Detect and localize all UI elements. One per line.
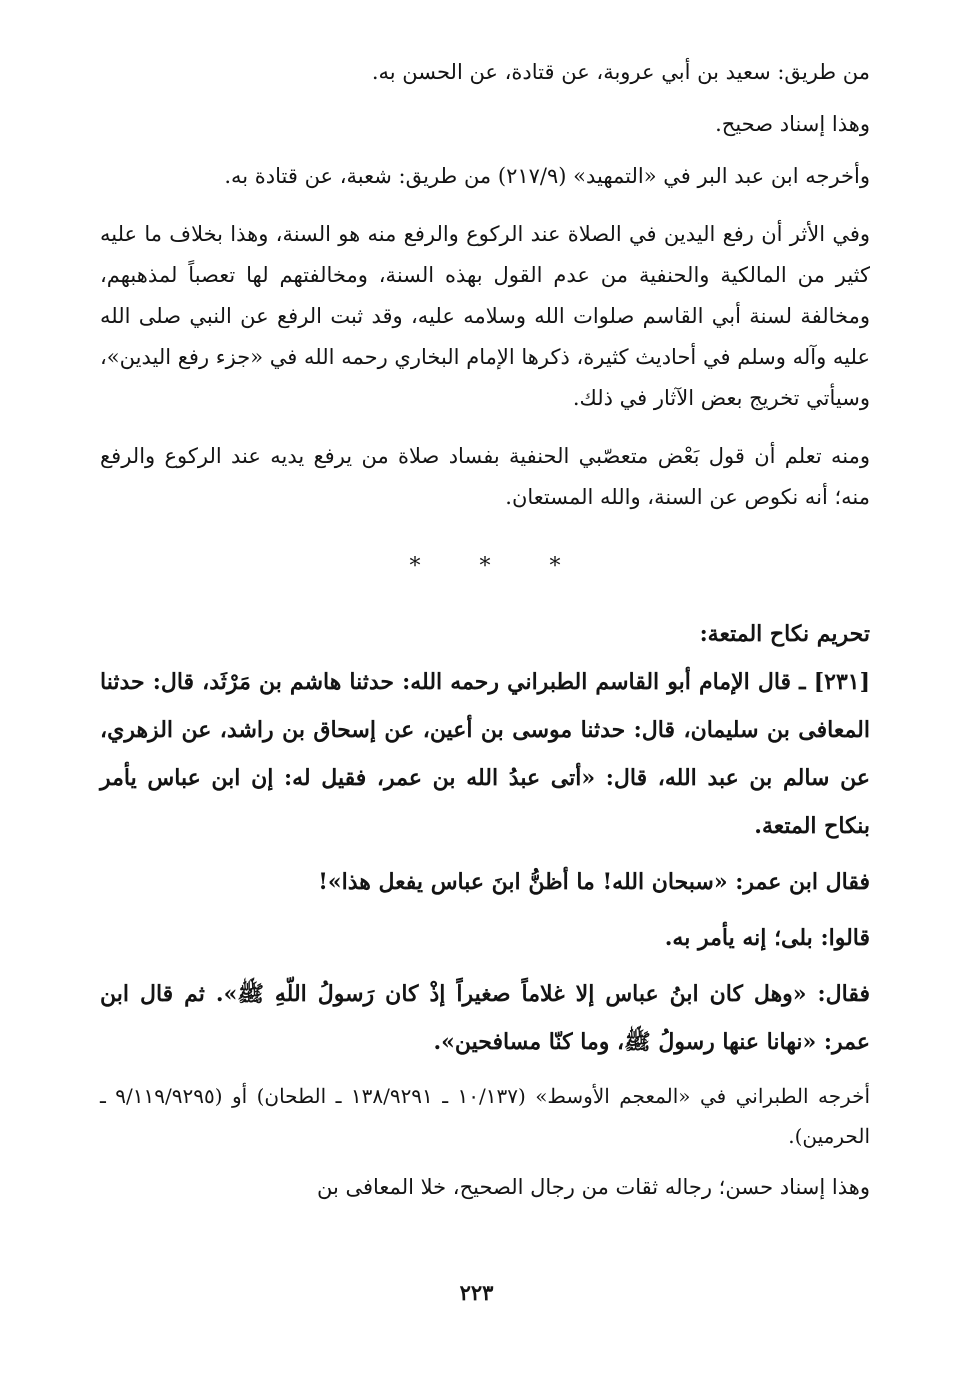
paragraph-isnad-path: من طريق: سعيد بن أبي عروبة، عن قتادة، عن الحسن به. — [371, 60, 870, 84]
page-body — [100, 52, 870, 1208]
page-number: ٢٢٣ — [459, 1280, 494, 1305]
final-line: وهذا إسناد حسن؛ رجاله ثقات من رجال الصحيح، خلا المعافى بن — [316, 1175, 870, 1199]
hadith-ibn-umar-reply: فقال ابن عمر: «سبحان الله! ما أظنُّ ابنَ عباس يفعل هذا»! — [318, 869, 870, 895]
paragraph-isnad-grade: وهذا إسناد صحيح. — [715, 112, 870, 136]
section-heading: تحريم نكاح المتعة: — [699, 621, 870, 647]
section-separator: * * * — [409, 554, 587, 579]
hadith-conclusion: فقال: «وهل كان ابنُ عباس إلا غلاماً صغيراً إذْ كان رَسولُ اللّهِ ﷺ». ثم قال ابن عمر: «نهانا عنها رسولُ ﷺ، وما كنّا مسافحين». — [100, 981, 870, 1055]
paragraph-raising-hands: وفي الأثر أن رفع اليدين في الصلاة عند الركوع والرفع منه هو السنة، وهذا بخلاف ما عليه كثير من المالكية والحنفية من عدم القول بهذه السنة، ومخالفتهم لها تعصباً لمذهبهم، ومخالفة لسنة أبي القاسم صلوات الله وسلامه عليه، وقد ثبت الرفع عن النبي صلى الله عليه وآله وسلم في أحاديث كثيرة، ذكرها الإمام البخاري رحمه الله في «جزء رفع اليدين»، وسيأتي تخريج بعض الآثار في ذلك. — [100, 222, 870, 410]
hadith-they-said: قالوا: بلى؛ إنه يأمر به. — [664, 925, 870, 951]
paragraph-ibn-abd-al-barr: وأخرجه ابن عبد البر في «التمهيد» (٢١٧/٩) من طريق: شعبة، عن قتادة به. — [224, 164, 870, 188]
paragraph-hanafi-view: ومنه تعلم أن قول بَعْض متعصّبي الحنفية بفساد صلاة من يرفع يديه عند الركوع والرفع منه؛ أنه نكوص عن السنة، والله المستعان. — [100, 444, 870, 509]
takhrij-note: أخرجه الطبراني في «المعجم الأوسط» (١٠/١٣٧ ـ ١٣٨/٩٢٩١ ـ الطحان) أو (٩/١١٩/٩٢٩٥ ـ الحرمين). — [100, 1084, 871, 1148]
hadith-isnad: [٢٣١] ـ قال الإمام أبو القاسم الطبراني رحمه الله: حدثنا هاشم بن مَرْثَد، قال: حدثنا المعافى بن سليمان، قال: حدثنا موسى بن أعين، عن إسحاق بن راشد، عن الزهري، عن سالم بن عبد الله، قال: «أتى عبدُ الله بن عمر، فقيل له: إن ابن عباس يأمر بنكاح المتعة. — [100, 669, 870, 839]
